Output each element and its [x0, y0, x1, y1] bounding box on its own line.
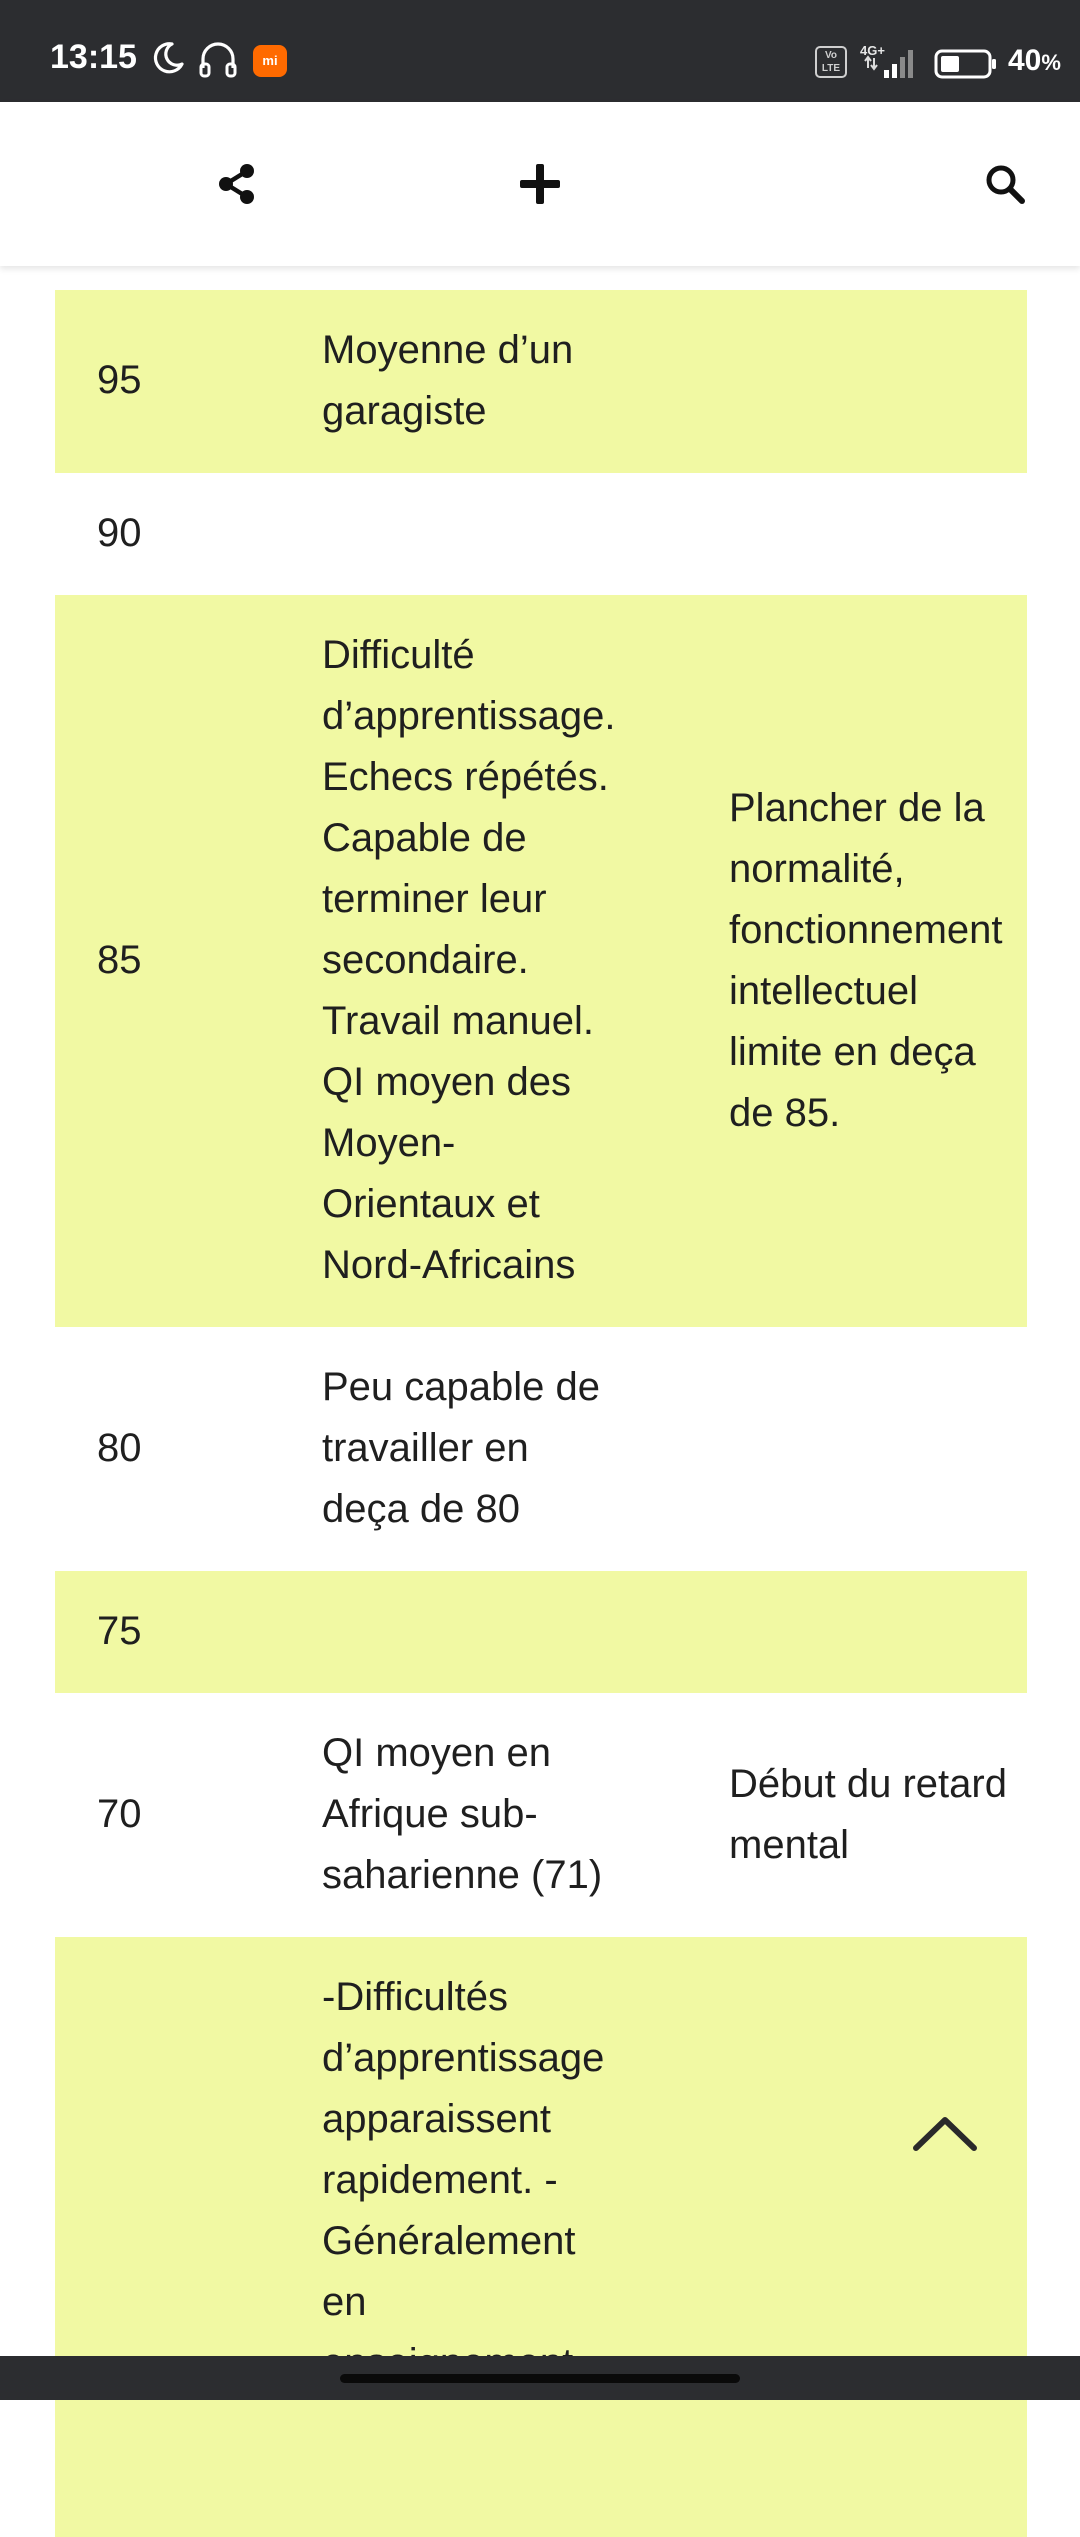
status-time: 13:15	[50, 38, 137, 76]
plus-icon	[518, 162, 562, 206]
description-cell: Moyenne d’un garagiste	[322, 328, 574, 433]
battery-percentage: 40%	[1008, 44, 1061, 77]
volte-icon: Vo LTE	[815, 46, 847, 78]
search-button[interactable]	[975, 154, 1035, 214]
iq-value-cell: 75	[97, 1609, 142, 1653]
battery-icon	[934, 49, 998, 79]
description-cell: QI moyen en Afrique sub- saharienne (71)	[322, 1731, 603, 1897]
article-content	[0, 266, 1080, 2356]
add-button[interactable]	[510, 154, 570, 214]
scroll-to-top-button[interactable]	[905, 2100, 985, 2164]
description-cell: Peu capable de travailler en deça de 80	[322, 1365, 601, 1531]
top-toolbar	[0, 102, 1080, 266]
description-cell: -Difficultés d’apprentissage apparaissent rapidement. - Généralement en	[322, 1975, 605, 2324]
iq-value-cell: 90	[97, 511, 142, 555]
note-cell: Plancher de la normalité, fonctionnement intellectuel limite en deça de 85.	[729, 786, 1003, 1135]
iq-value-cell: 95	[97, 358, 142, 402]
system-navigation-bar	[0, 2356, 1080, 2400]
description-cell: Difficulté d’apprentissage. Echecs répétés. Capable de terminer leur secondaire. Travail manuel. QI moyen des Moyen- Orientaux et Nord-Africains	[322, 633, 616, 1287]
table-row	[55, 595, 1027, 1327]
note-cell: Début du retard mental	[729, 1762, 1007, 1867]
iq-value-cell: 70	[97, 1792, 142, 1836]
share-icon	[217, 163, 257, 205]
share-button[interactable]	[207, 154, 267, 214]
headphones-icon	[198, 40, 238, 78]
network-type-label: 4G+	[860, 43, 885, 58]
iq-value-cell: 85	[97, 938, 142, 982]
status-bar	[0, 0, 1080, 102]
chevron-up-icon	[910, 2110, 980, 2154]
table-row	[55, 473, 1027, 595]
search-icon	[984, 163, 1026, 205]
table-row	[55, 290, 1027, 473]
mi-app-notification-icon: mi	[253, 45, 287, 77]
table-row	[55, 1571, 1027, 1693]
iq-table	[55, 290, 1027, 2537]
home-gesture-handle[interactable]	[340, 2374, 740, 2383]
table-row	[55, 1327, 1027, 1571]
iq-value-cell: 80	[97, 1426, 142, 1470]
do-not-disturb-moon-icon	[150, 40, 186, 76]
table-row	[55, 1937, 1027, 2537]
table-row	[55, 1693, 1027, 1937]
